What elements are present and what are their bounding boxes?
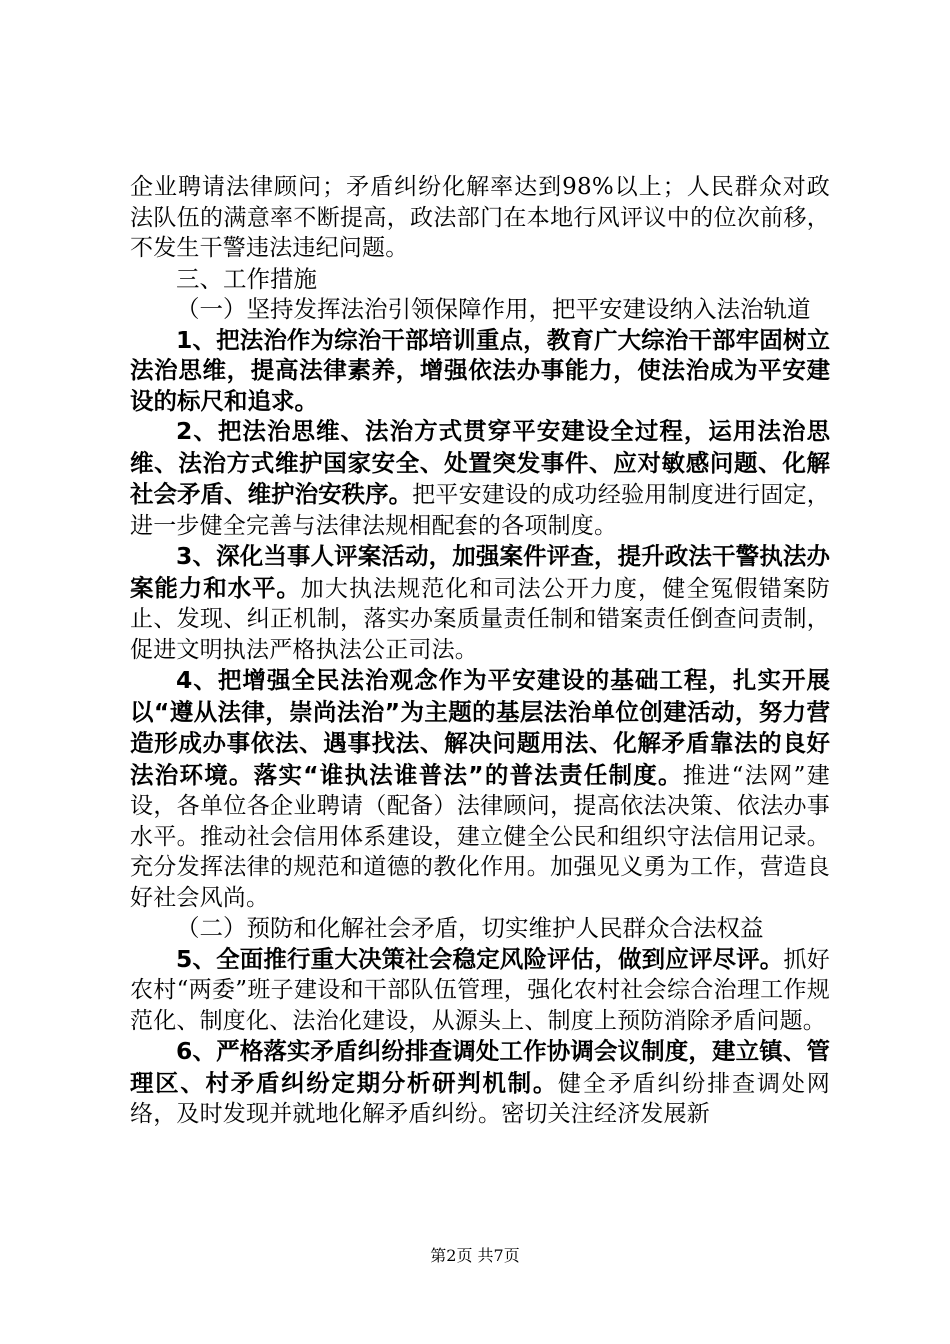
document-body (130, 172, 830, 1130)
item-4-body: 推进“法网”建设，各单位各企业聘请（配备）法律顾问，提高依法决策、依法办事水平。推动社会信用体系建设，建立健全公民和组织守法信用记录。充分发挥法律的规范和道德的教化作用。加强见义勇为工作，营造良好社会风尚。 (130, 762, 831, 911)
paragraph-continued: 企业聘请法律顾问；矛盾纠纷化解率达到98%以上；人民群众对政法队伍的满意率不断提高，政法部门在本地行风评议中的位次前移，不发生干警违法违纪问题。 (130, 174, 830, 261)
item-5-lead: 5、全面推行重大决策社会稳定风险评估，做到应评尽评。 (176, 944, 784, 973)
item-5 (130, 944, 830, 1037)
item-4-lead: 4、把增强全民法治观念作为平安建设的基础工程，扎实开展以“遵从法律，崇尚法治”为主题的基层法治单位创建活动，努力营造形成办事依法、遇事找法、解决问题用法、化解矛盾靠法的良好法治环境。落实“谁执法谁普法”的普法责任制度。 (130, 666, 830, 789)
subsection-heading-1: （一）坚持发挥法治引领保障作用，把平安建设纳入法治轨道 (176, 295, 811, 323)
page-footer: 第2页 共7页 (430, 1246, 520, 1265)
item-1: 1、把法治作为综治干部培训重点，教育广大综治干部牢固树立法治思维，提高法律素养，增强依法办事能力，使法治成为平安建设的标尺和追求。 (130, 325, 830, 415)
item-5-body: 抓好农村“两委”班子建设和干部队伍管理，强化农村社会综合治理工作规范化、制度化、法治化建设，从源头上、制度上预防消除矛盾问题。 (130, 946, 830, 1034)
section-heading-measures: 三、工作措施 (176, 264, 317, 293)
item-3-lead: 3、深化当事人评案活动，加强案件评查，提升政法干警执法办案能力和水平。 (130, 542, 830, 602)
item-6-body: 健全矛盾纠纷排查调处网络，及时发现并就地化解矛盾纠纷。密切关注经济发展新 (130, 1070, 831, 1127)
item-3 (130, 541, 830, 665)
item-6-lead: 6、严格落实矛盾纠纷排查调处工作协调会议制度，建立镇、管理区、村矛盾纠纷定期分析研判机制。 (130, 1037, 830, 1097)
item-4 (130, 665, 830, 913)
subsection-heading-2: （二）预防和化解社会矛盾，切实维护人民群众合法权益 (176, 914, 764, 942)
item-6 (130, 1036, 830, 1130)
item-3-body: 加大执法规范化和司法公开力度，健全冤假错案防止、发现、纠正机制，落实办案质量责任制和错案责任倒查问责制，促进文明执法严格执法公正司法。 (130, 575, 831, 663)
item-2 (130, 416, 830, 541)
item-2-lead: 2、把法治思维、法治方式贯穿平安建设全过程，运用法治思维、法治方式维护国家安全、处置突发事件、应对敏感问题、化解社会矛盾、维护治安秩序。 (130, 417, 830, 508)
item-2-body: 把平安建设的成功经验用制度进行固定，进一步健全完善与法律法规相配套的各项制度。 (130, 482, 831, 539)
